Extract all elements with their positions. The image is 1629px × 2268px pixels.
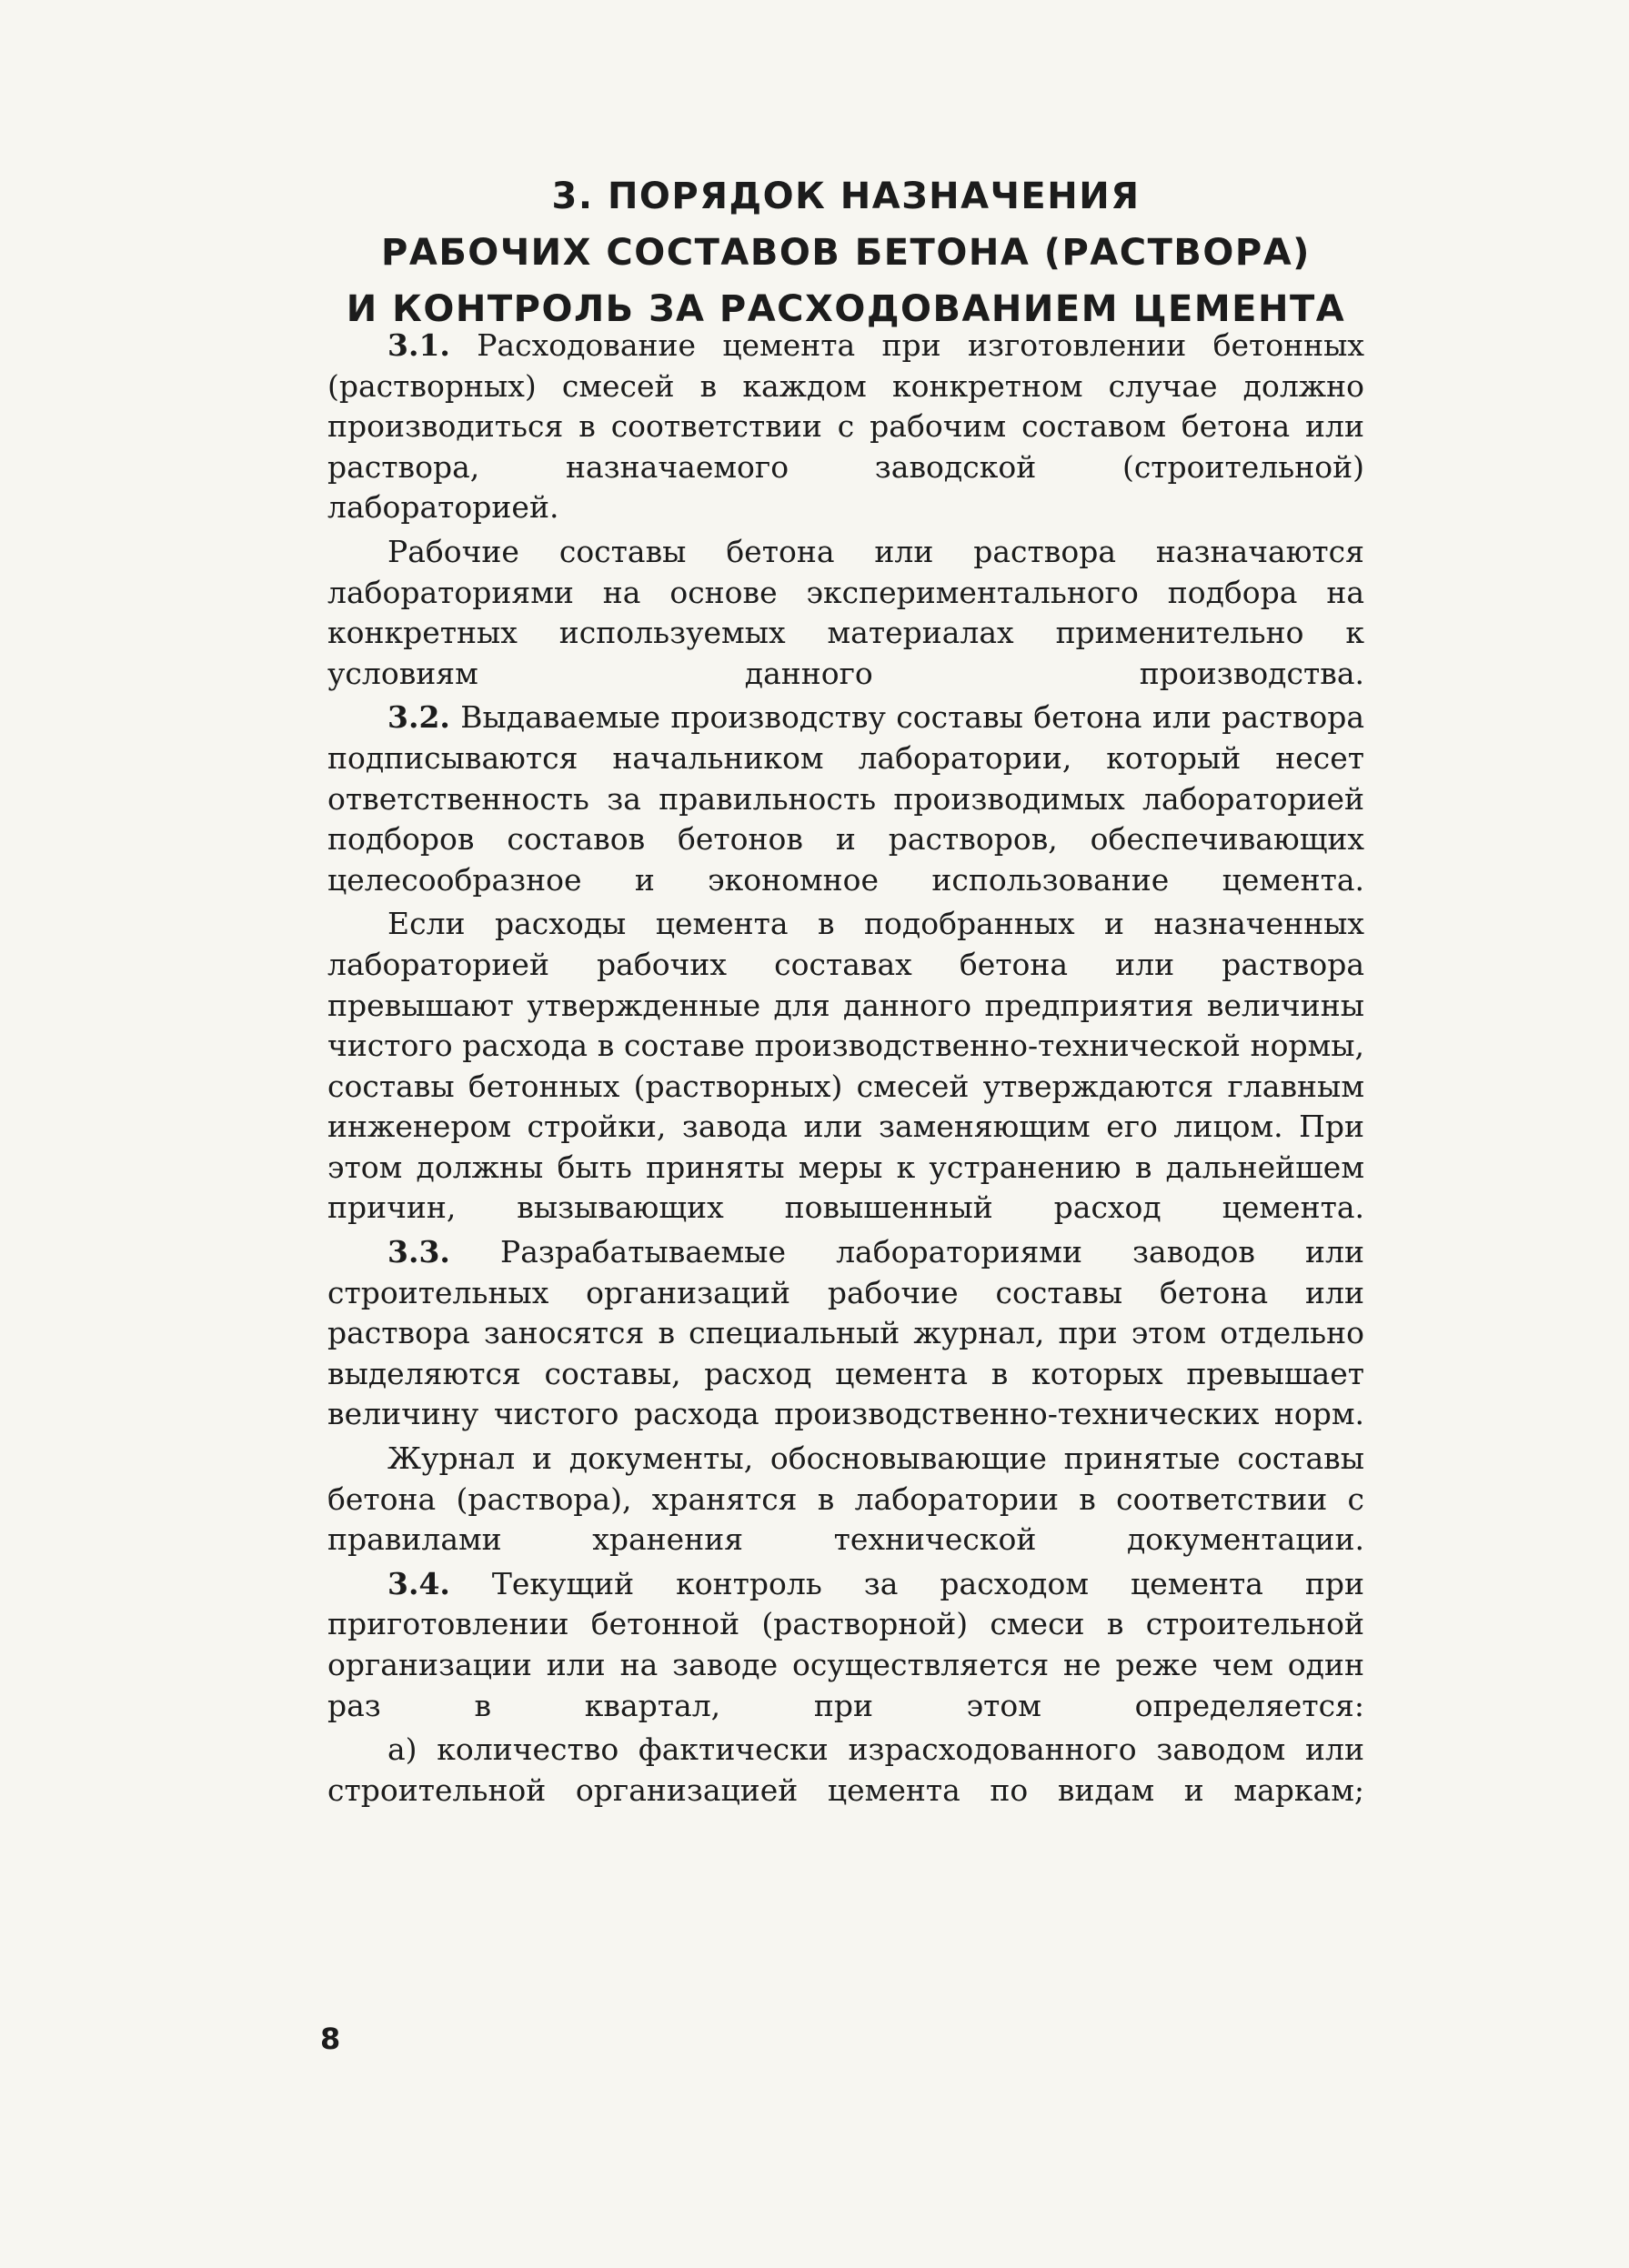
paragraph-3-1-cont bbox=[327, 532, 1364, 694]
paragraph-text: Текущий контроль за расходом цемента при приготовлении бетонной (растворной) смеси в строительной организации или на заводе осуществляется не реже чем один раз в квартал, при этом определяется: bbox=[327, 1565, 1364, 1723]
heading-line-3: И КОНТРОЛЬ ЗА РАСХОДОВАНИЕМ ЦЕМЕНТА bbox=[346, 288, 1346, 330]
paragraph-text: Журнал и документы, обосновывающие принятые составы бетона (раствора), хранятся в лаборатории в соответствии с правилами хранения технической документации. bbox=[327, 1440, 1364, 1558]
clause-number: 3.3. bbox=[387, 1234, 450, 1270]
paragraph-3-2-cont bbox=[327, 904, 1364, 1229]
clause-number: 3.1. bbox=[387, 327, 450, 363]
paragraph-text: а) количество фактически израсходованного заводом или строительной организацией цемента по видам и маркам; bbox=[327, 1731, 1364, 1808]
clause-number: 3.2. bbox=[387, 699, 450, 736]
paragraph-3-3 bbox=[327, 1232, 1364, 1435]
paragraph-text: Если расходы цемента в подобранных и назначенных лабораторией рабочих составах бетона или раствора превышают утвержденные для данного предприятия величины чистого расхода в составе производственно-технической нормы, составы бетонных (растворных) смесей утверждаются главным инженером стройки, завода или заменяющим его лицом. При этом должны быть приняты меры к устранению в дальнейшем причин, вызывающих повышенный расход цемента. bbox=[327, 906, 1364, 1226]
paragraph-text: Рабочие составы бетона или раствора назначаются лабораториями на основе экспериментального подбора на конкретных используемых материалах применительно к условиям данного производства. bbox=[327, 533, 1364, 691]
paragraph-3-2 bbox=[327, 697, 1364, 900]
list-item-a bbox=[327, 1730, 1364, 1811]
paragraph-text: Разрабатываемые лабораториями заводов или строительных организаций рабочие составы бетона или раствора заносятся в специальный журнал, при этом отдельно выделяются составы, расход цемента в которых превышает величину чистого расхода производственно-технических норм. bbox=[327, 1234, 1364, 1432]
page-number: 8 bbox=[320, 2022, 341, 2056]
heading-line-1: 3. ПОРЯДОК НАЗНАЧЕНИЯ bbox=[551, 176, 1141, 217]
paragraph-3-1 bbox=[327, 326, 1364, 528]
paragraph-3-4 bbox=[327, 1564, 1364, 1726]
heading-line-2: РАБОЧИХ СОСТАВОВ БЕТОНА (РАСТВОРА) bbox=[381, 232, 1311, 274]
paragraph-text: Расходование цемента при изготовлении бетонных (растворных) смесей в каждом конкретном случае должно производиться в соответствии с рабочим составом бетона или раствора, назначаемого заводской (строительной) лабораторией. bbox=[327, 327, 1364, 526]
paragraph-3-3-cont bbox=[327, 1439, 1364, 1561]
clause-number: 3.4. bbox=[387, 1565, 450, 1601]
section-heading bbox=[327, 168, 1364, 337]
paragraph-text: Выдаваемые производству составы бетона или раствора подписываются начальником лаборатории, который несет ответственность за правильность производимых лабораторией подборов составов бетонов и растворов, обеспечивающих целесообразное и экономное использование цемента. bbox=[327, 699, 1364, 898]
body-text bbox=[327, 326, 1364, 1814]
